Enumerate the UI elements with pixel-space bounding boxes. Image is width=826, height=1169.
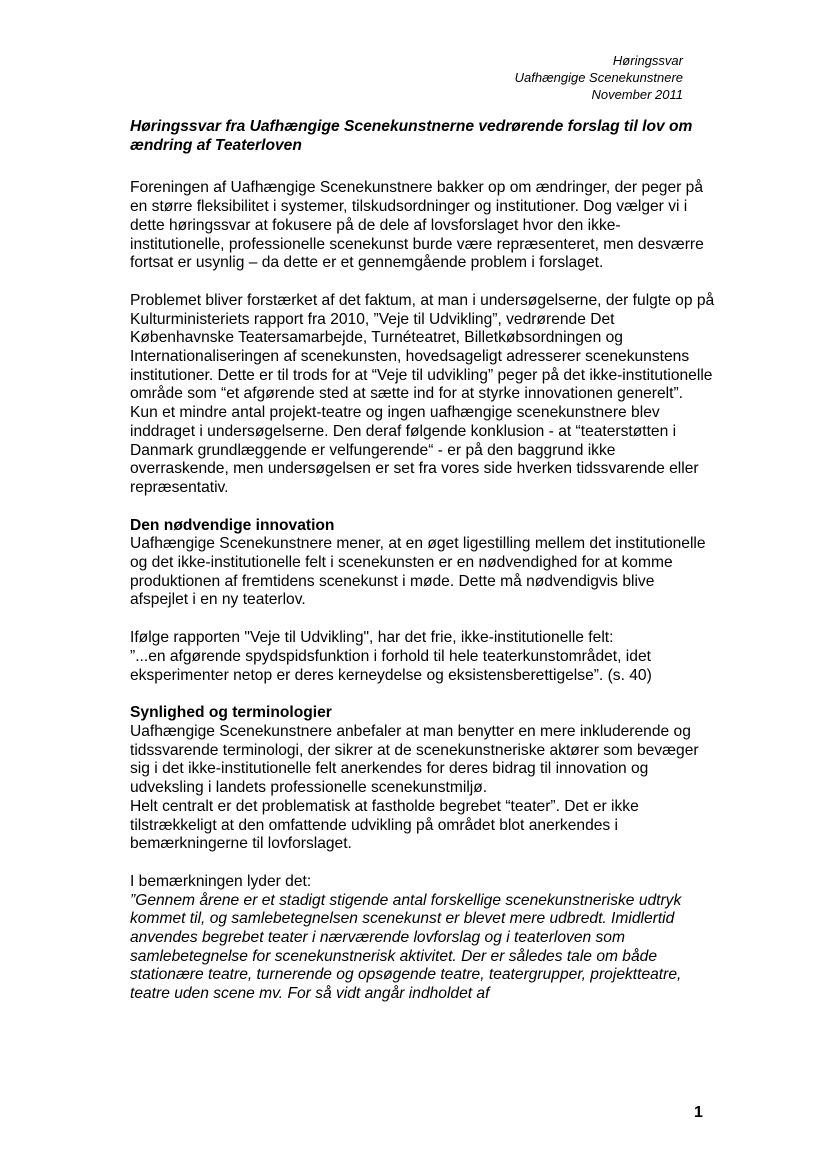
report-intro-line: Ifølge rapporten "Veje til Udvikling", har det frie, ikke-institutionelle felt: <box>130 629 614 647</box>
paragraph-theater-term: Helt centralt er det problematisk at fastholde begrebet “teater”. Det er ikke tilstrækkeligt at den omfattende udvikling på området blot anerkendes i bemærkningerne til lovforslaget. <box>130 797 639 853</box>
paragraph-report-quote <box>130 629 715 685</box>
paragraph-intro: Foreningen af Uafhængige Scenekunstnere bakker op om ændringer, der peger på en større fleksibilitet i systemer, tilskudsordninger og institutioner. Dog vælger vi i dette høringssvar at fokusere på de dele af lovsforslaget hvor den ikke-institutionelle, professionelle scenekunst burde være repræsenteret, men desværre fortsat er usynlig – da dette er et gennemgående problem i forslaget. <box>130 179 704 272</box>
document-title: Høringssvar fra Uafhængige Scenekunstnerne vedrørende forslag til lov om ændring af Teaterloven <box>130 118 693 154</box>
page-header <box>515 52 683 103</box>
header-date: November 2011 <box>591 87 683 102</box>
section-remarks <box>130 873 715 1004</box>
paragraph-innovation: Uafhængige Scenekunstnere mener, at en øget ligestilling mellem det institutionelle og det ikke-institutionelle felt i scenekunsten er en nødvendighed for at komme produktionen af fremtidens scenekunst i møde. Dette må nødvendigvis blive afspejlet i en ny teaterlov. <box>130 535 706 609</box>
header-doc-type: Høringssvar <box>612 53 683 68</box>
remarks-quote: ”Gennem årene er et stadigt stigende antal forskellige scenekunstneriske udtryk kommet til, og samlebetegnelsen scenekunst er blevet mere udbredt. Imidlertid anvendes begrebet teater i nærværende lovforslag og i teaterloven som samlebetegnelse for scenekunstnerisk aktivitet. Der er således tale om både stationære teatre, turnerende og opsøgende teatre, teatergrupper, projektteatre, teatre uden scene mv. For så vidt angår indholdet af <box>130 891 682 1003</box>
paragraph-terminology: Uafhængige Scenekunstnere anbefaler at man benytter en mere inkluderende og tidssvarende terminologi, der sikrer at de scenekunstneriske aktører som bevæger sig i det ikke-institutionelle felt anerkendes for deres bidrag til innovation og udveksling i landets professionelle scenekunstmiljø. <box>130 722 699 797</box>
section-heading-visibility: Synlighed og terminologier <box>130 704 332 722</box>
page-number: 1 <box>694 1104 703 1121</box>
section-innovation <box>130 517 715 611</box>
section-visibility <box>130 704 715 854</box>
paragraph-problem: Problemet bliver forstærket af det faktum, at man i undersøgelserne, der fulgte op på Kulturministeriets rapport fra 2010, ”Veje til Udvikling”, vedrørende Det Københavnske Teatersamarbejde, Turnéteatret, Billetkøbsordningen og Internationaliseringen af scenekunsten, hovedsageligt adresserer scenekunstens institutioner. Dette er til trods for at “Veje til udvikling” peger på det ikke-institutionelle område som “et afgørende sted at sætte ind for at styrke innovationen generelt”. Kun et mindre antal projekt-teatre og ingen uafhængige scenekunstnere blev inddraget i undersøgelserne. Den deraf følgende konklusion - at “teaterstøtten i Danmark grundlæggende er velfungerende“ - er på den baggrund ikke overraskende, men undersøgelsen er set fra vores side hverken tidssvarende eller repræsentativ. <box>130 291 715 496</box>
section-heading-innovation: Den nødvendige innovation <box>130 516 335 534</box>
document-body <box>130 118 715 1004</box>
header-organization: Uafhængige Scenekunstnere <box>514 70 683 85</box>
remarks-intro: I bemærkningen lyder det: <box>130 872 312 890</box>
report-quote-line: ”...en afgørende spydspidsfunktion i forhold til hele teaterkunstområdet, idet eksperimenter netop er deres kerneydelse og eksistensberettigelse”. (s. 40) <box>130 647 652 684</box>
